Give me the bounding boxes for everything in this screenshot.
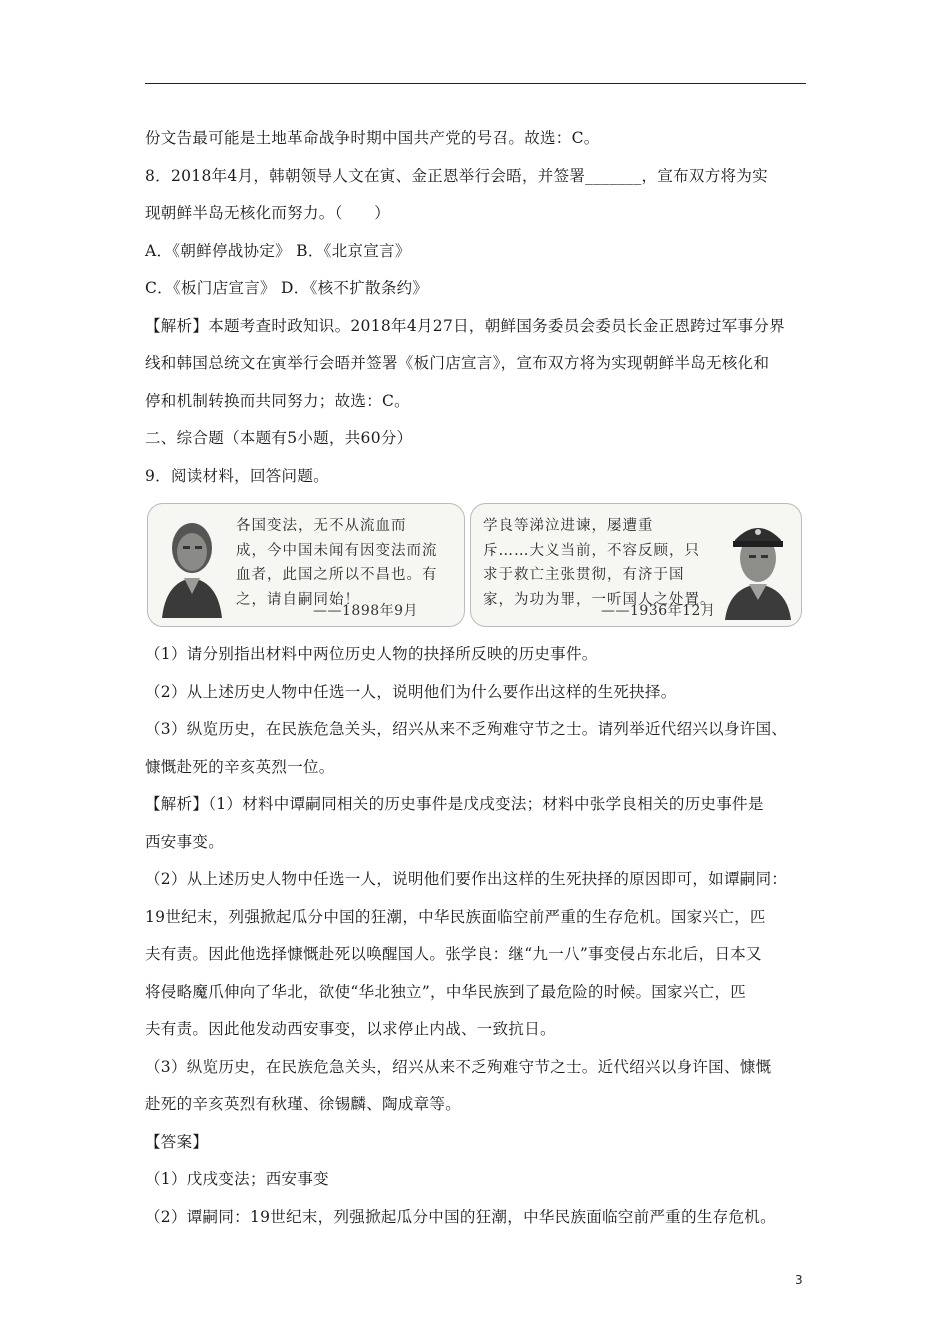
quote-line: 家，为功为罪，一听国人之处置。	[483, 591, 716, 608]
quote-line: 求于救亡主张贯彻，有济于国	[483, 567, 685, 583]
analysis-9: 【解析】（1）材料中谭嗣同相关的历史事件是戊戌变法；材料中张学良相关的历史事件是	[145, 795, 764, 813]
analysis-9-cont: 赴死的辛亥英烈有秋瑾、徐锡麟、陶成章等。	[145, 1095, 462, 1113]
material-card-zhang-xueliang	[470, 503, 802, 627]
question-9-part-3-cont: 慷慨赴死的辛亥英烈一位。	[145, 757, 335, 776]
paragraph: 份文告最可能是土地革命战争时期中国共产党的号召。故选：C。	[145, 129, 600, 147]
quote-line: 血者，此国之所以不昌也。有	[236, 567, 438, 583]
question-9-stem: 9．阅读材料，回答问题。	[145, 466, 329, 485]
analysis-9-cont: （3）纵览历史，在民族危急关头，绍兴从来不乏殉难守节之士。近代绍兴以身许国、慷慨	[145, 1057, 772, 1076]
quote-line: 学良等涕泣进谏，屡遭重	[483, 518, 654, 534]
page-number: 3	[795, 1273, 803, 1287]
analysis-9-cont: 夫有责。因此他选择慷慨赴死以唤醒国人。张学良：继“九一八”事变侵占东北后，日本又	[145, 945, 762, 963]
quote-date: ——1898年9月	[313, 603, 419, 619]
quote-line: 之，请自嗣同始！	[236, 591, 360, 608]
portrait-zhang-xueliang-image	[721, 510, 795, 620]
question-9-part-2: （2）从上述历史人物中任选一人，说明他们为什么要作出这样的生死抉择。	[145, 682, 677, 701]
analysis-8-cont: 线和韩国总统文在寅举行会晤并签署《板门店宣言》，宣布双方将为实现朝鲜半岛无核化和	[145, 354, 770, 372]
quote-zhang-xueliang	[483, 514, 716, 612]
answer-line: （2）谭嗣同：19世纪末，列强掀起瓜分中国的狂潮，中华民族面临空前严重的生存危机。	[145, 1207, 776, 1226]
header-rule	[145, 83, 806, 84]
material-figure	[145, 503, 810, 628]
section-heading: 二、综合题（本题有5小题，共60分）	[145, 429, 413, 447]
quote-line: 斥……大义当前，不容反顾，只	[483, 542, 700, 559]
page-content	[145, 120, 810, 1236]
question-9-part-1: （1）请分别指出材料中两位历史人物的抉择所反映的历史事件。	[145, 645, 598, 663]
question-8-stem-cont: 现朝鲜半岛无核化而努力。（ ）	[145, 204, 391, 222]
question-8-options-ab: A．《朝鲜停战协定》 B．《北京宣言》	[145, 241, 411, 260]
analysis-9-cont: 19世纪末，列强掀起瓜分中国的狂潮，中华民族面临空前严重的生存危机。国家兴亡，匹	[145, 907, 766, 926]
quote-line: 成，今中国未闻有因变法而流	[236, 542, 438, 559]
analysis-9-cont: 西安事变。	[145, 832, 225, 851]
analysis-9-cont: 将侵略魔爪伸向了华北，欲使“华北独立”，中华民族到了最危险的时候。国家兴亡，匹	[145, 982, 747, 1001]
question-8-stem: 8．2018年4月，韩朝领导人文在寅、金正恩举行会晤，并签署_______，宣布双方将为实	[145, 166, 768, 185]
analysis-9-cont: 夫有责。因此他发动西安事变，以求停止内战、一致抗日。	[145, 1020, 556, 1038]
answer-line: （1）戊戌变法；西安事变	[145, 1170, 329, 1188]
analysis-9-cont: （2）从上述历史人物中任选一人，说明他们要作出这样的生死抉择的原因即可，如谭嗣同：	[145, 870, 788, 888]
material-card-tan-sitong	[147, 503, 465, 627]
analysis-8-cont: 停和机制转换而共同努力；故选：C。	[145, 391, 410, 410]
question-8-options-cd: C．《板门店宣言》 D．《核不扩散条约》	[145, 279, 429, 297]
answer-heading: 【答案】	[145, 1132, 209, 1151]
question-9-part-3: （3）纵览历史，在民族危急关头，绍兴从来不乏殉难守节之士。请列举近代绍兴以身许国、	[145, 720, 788, 738]
analysis-8: 【解析】本题考查时政知识。2018年4月27日，朝鲜国务委员会委员长金正恩跨过军事分界	[145, 316, 785, 335]
quote-line: 各国变法，无不从流血而	[236, 518, 407, 534]
quote-date: ——1936年12月	[601, 603, 716, 619]
quote-tan-sitong	[236, 514, 438, 612]
portrait-tan-sitong-image	[156, 510, 228, 618]
